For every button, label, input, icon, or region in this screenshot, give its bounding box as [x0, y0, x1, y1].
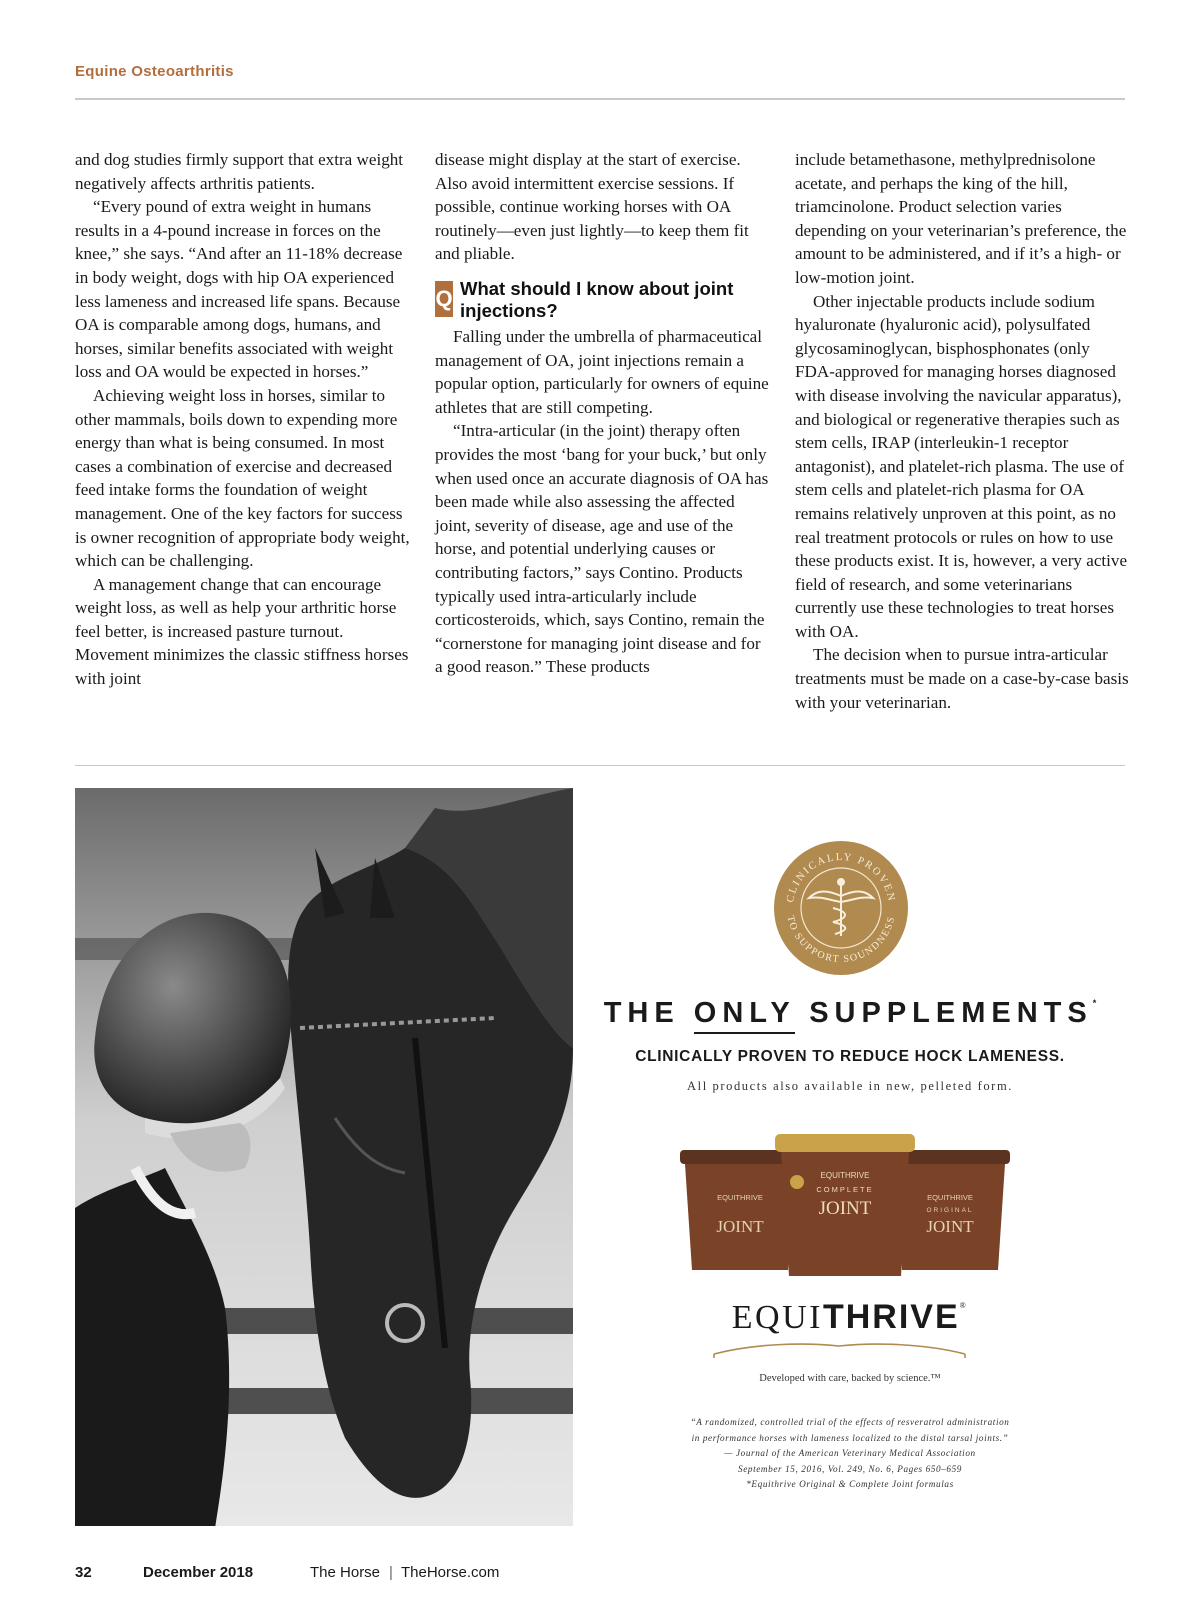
citation-line: September 15, 2016, Vol. 249, No. 6, Pages 650–659: [738, 1463, 962, 1474]
tub-left-brand: EQUITHRIVE: [717, 1193, 763, 1202]
ad-divider-rule: [75, 765, 1125, 766]
clinically-proven-seal: [773, 840, 909, 976]
rider-horse-illustration: [75, 788, 573, 1526]
article-column-2: [435, 148, 770, 679]
article-column-1: [75, 148, 410, 691]
paragraph: The decision when to pursue intra-articular treatments must be made on a case-by-case basis with your veterinarian.: [795, 645, 1129, 712]
citation-line: — Journal of the American Veterinary Medical Association: [724, 1448, 976, 1459]
ad-headline-post: SUPPLEMENTS: [795, 997, 1093, 1029]
brand-tagline: Developed with care, backed by science.™: [759, 1373, 941, 1384]
ad-headline-only: ONLY: [694, 997, 795, 1034]
ad-headline-pre: THE: [603, 997, 694, 1029]
ad-subhead: CLINICALLY PROVEN TO REDUCE HOCK LAMENESS.: [635, 1048, 1065, 1065]
issue-date: December 2018: [143, 1564, 254, 1581]
rider-horse-photo: [75, 788, 573, 1526]
logo-light: EQUI: [731, 1299, 823, 1336]
tub-right-line: ORIGINAL: [926, 1207, 974, 1214]
tub-left-name: JOINT: [716, 1217, 764, 1236]
equithrive-logo: [600, 1298, 1100, 1337]
paragraph: and dog studies firmly support that extra weight negatively affects arthritis patients.: [75, 150, 404, 193]
footer-separator: |: [389, 1564, 393, 1581]
page-number: 32: [75, 1564, 92, 1581]
logo-bold: THRIVE: [822, 1298, 960, 1336]
website-link[interactable]: TheHorse.com: [401, 1564, 500, 1581]
tub-center-brand: EQUITHRIVE: [820, 1171, 870, 1180]
tub-left: [680, 1150, 800, 1270]
ad-headline-mark: *: [1092, 998, 1097, 1008]
seal-text-bottom: TO SUPPORT SOUNDNESS: [784, 914, 898, 966]
paragraph: “Every pound of extra weight in humans results in a 4-pound increase in forces on the knee,” she says. “And after an 11-18% decrease in body weight, dogs with hip OA experienced less lameness and increased life spans. Because OA is comparable among dogs, humans, and horses, similar benefits associated with weight loss and OA would be expected in horses.”: [75, 197, 403, 382]
citation-line: in performance horses with lameness localized to the distal tarsal joints.”: [691, 1432, 1009, 1443]
paragraph: A management change that can encourage weight loss, as well as help your arthritic horse feel better, is increased pasture turnout. Movement minimizes the classic stiffness horses with joint: [75, 574, 409, 689]
question-heading: [435, 278, 770, 322]
citation-line: *Equithrive Original & Complete Joint formulas: [746, 1479, 954, 1490]
header-rule: [75, 98, 1125, 100]
paragraph: Other injectable products include sodium hyaluronate (hyaluronic acid), polysulfated glycosaminoglycan, bisphosphonates (only FDA-approved for managing horses diagnosed with disease involving the navicular apparatus), and biological or regenerative therapies such as stem cells, IRAP (interleukin-1 receptor antagonist), and platelet-rich plasma. The use of stem cells and platelet-rich plasma for OA remains relatively unproven at this point, as no real treatment protocols or rules on how to use these products exist. It is, however, a very active field of research, and some veterinarians currently use these technologies to treat horses with OA.: [795, 291, 1128, 641]
tub-right-name: JOINT: [926, 1217, 974, 1236]
section-label: Equine Osteoarthritis: [75, 63, 234, 80]
product-tubs: [675, 1130, 1015, 1280]
paragraph: disease might display at the start of exercise. Also avoid intermittent exercise sessions. If possible, continue working horses with OA routinely—even just lightly—to keep them fit and pliable.: [435, 150, 749, 264]
ad-pellet-note: All products also available in new, pelleted form.: [687, 1079, 1013, 1093]
citation-line: “A randomized, controlled trial of the effects of resveratrol administration: [690, 1417, 1010, 1427]
question-marker: Q: [435, 281, 453, 317]
ad-headline: [590, 997, 1110, 1030]
logo-swoosh: [712, 1340, 967, 1358]
tub-right: [890, 1150, 1010, 1270]
logo-mark: ®: [959, 1301, 969, 1310]
tub-center-name: JOINT: [818, 1198, 872, 1219]
tub-right-brand: EQUITHRIVE: [927, 1193, 973, 1202]
paragraph: Falling under the umbrella of pharmaceutical management of OA, joint injections remain a popular option, particularly for owners of equine athletes that are still competing.: [435, 326, 769, 417]
magazine-name: The Horse: [310, 1564, 381, 1581]
seal-text-top: CLINICALLY PROVEN: [785, 851, 897, 904]
article-column-3: [795, 148, 1130, 714]
paragraph: include betamethasone, methylprednisolone acetate, and perhaps the king of the hill, triamcinolone. Product selection varies depending on your veterinarian’s preference, the amount to be administered, and if it’s a high- or low-motion joint.: [795, 150, 1127, 287]
tub-center: [775, 1134, 915, 1276]
tub-center-line: COMPLETE: [816, 1185, 874, 1194]
ad-citation: [600, 1415, 1100, 1493]
paragraph: Achieving weight loss in horses, similar to other mammals, boils down to expending more energy than what is being consumed. In most cases a combination of exercise and decreased feed intake forms the foundation of weight management. One of the key factors for success is owner recognition of appropriate body weight, which can be challenging.: [75, 385, 410, 571]
question-text: What should I know about joint injections?: [460, 277, 734, 321]
paragraph: “Intra-articular (in the joint) therapy often provides the most ‘bang for your buck,’ but only when used once an accurate diagnosis of OA has been made while also assessing the affected joint, severity of disease, age and use of the horse, and potential underlying causes or contributing factors,” says Contino. Products typically used intra-articularly include corticosteroids, which, says Contino, remain the “cornerstone for managing joint disease and for a good reason.” These products: [435, 421, 769, 677]
